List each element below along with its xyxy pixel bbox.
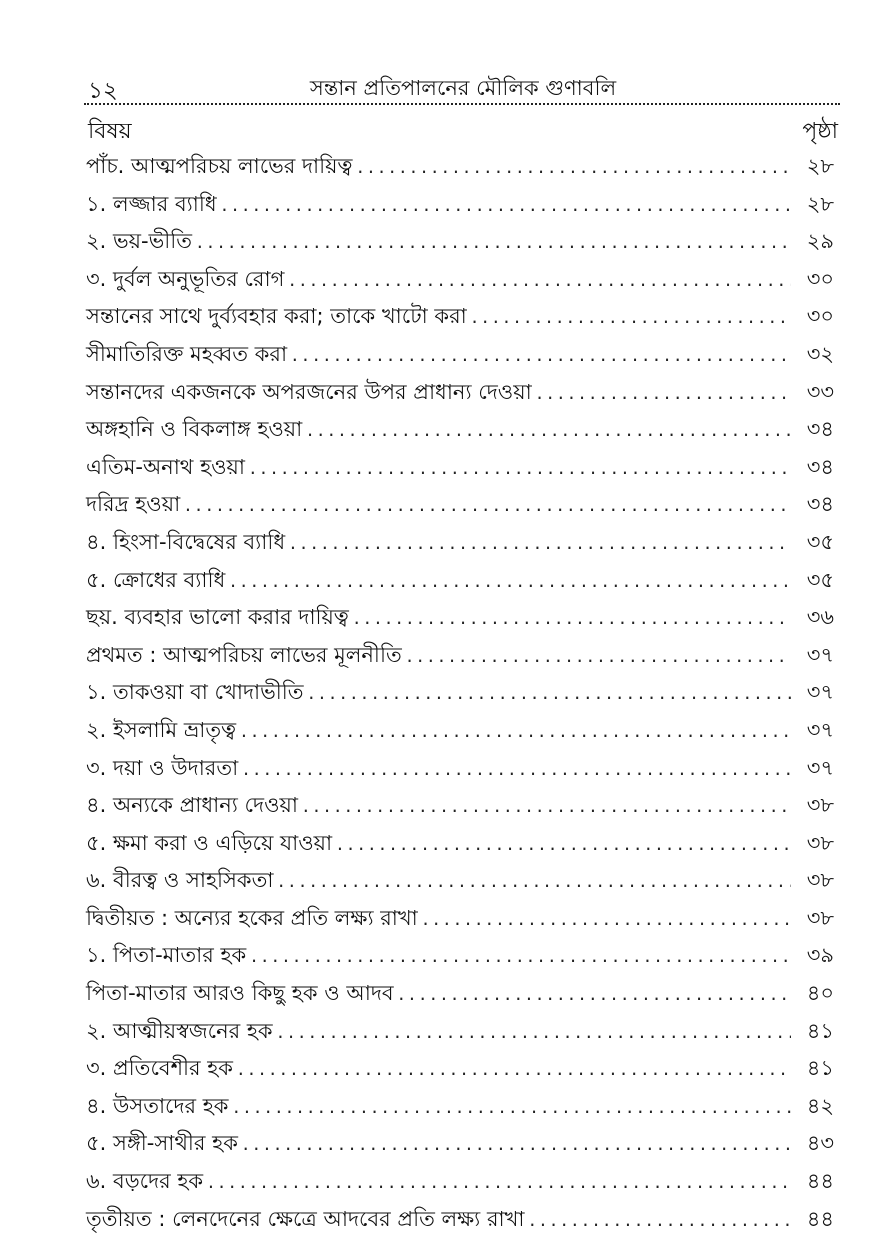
dot-leader (248, 450, 791, 488)
toc-entry-page: ৩০ (806, 266, 834, 291)
toc-entry (86, 937, 834, 975)
toc-entry-title: তৃতীয়ত : লেনদেনের ক্ষেত্রে আদবের প্রতি লক্ষ্য রাখা (86, 1206, 525, 1231)
toc-entry (86, 148, 834, 186)
dot-leader (405, 638, 791, 676)
dot-leader (290, 337, 791, 375)
toc-entry-page: ৪৪ (806, 1169, 834, 1194)
toc-entry-title: দরিদ্র হওয়া (86, 492, 181, 517)
dot-leader (206, 1164, 791, 1202)
toc-entry (86, 1163, 834, 1201)
toc-entry (86, 825, 834, 863)
toc-entry-page: ৩২ (806, 341, 834, 366)
toc-entry-title: দ্বিতীয়ত : অন্যের হকের প্রতি লক্ষ্য রাখা (86, 905, 418, 930)
toc-entry (86, 223, 834, 261)
header-dotted-rule (84, 103, 840, 105)
toc-entry (86, 374, 834, 412)
toc-entry-page: ৩৫ (806, 567, 834, 592)
toc-entry-page: ৪৩ (806, 1131, 834, 1156)
toc-entry-page: ২৯ (806, 229, 834, 254)
toc-entry-title: ২. ইসলামি ভ্রাতৃত্ব (86, 717, 237, 742)
dot-leader (239, 713, 791, 751)
toc-entry-page: ৪১ (806, 1018, 834, 1043)
table-of-contents (86, 148, 834, 1238)
page-number: ১২ (88, 78, 118, 104)
toc-entry-page: ৩৪ (806, 417, 834, 442)
toc-column-headers (86, 110, 838, 148)
toc-entry (86, 674, 834, 712)
dot-leader (301, 788, 791, 826)
toc-entry (86, 411, 834, 449)
dot-leader (231, 1089, 791, 1127)
toc-entry-title: ১. পিতা-মাতার হক (86, 943, 247, 968)
toc-entry-title: ৬. বীরত্ব ও সাহসিকতা (86, 868, 274, 893)
dot-leader (241, 1126, 791, 1164)
dot-leader (228, 563, 791, 601)
dot-leader (195, 224, 791, 262)
toc-entry-title: সন্তানদের একজনকে অপরজনের উপর প্রাধান্য দেওয়া (86, 379, 532, 404)
toc-entry-title: ২. ভয়-ভীতি (86, 229, 193, 254)
toc-entry-page: ৩৪ (806, 454, 834, 479)
dot-leader (276, 863, 791, 901)
toc-entry-page: ৩৮ (806, 905, 834, 930)
running-header (86, 66, 840, 102)
dot-leader (288, 525, 791, 563)
toc-entry (86, 1125, 834, 1163)
dot-leader (397, 976, 791, 1014)
dot-leader (527, 1202, 791, 1240)
toc-entry-page: ৩৯ (806, 943, 834, 968)
dot-leader (535, 375, 791, 413)
toc-entry-title: ৩. প্রতিবেশীর হক (86, 1056, 233, 1081)
toc-entry (86, 1013, 834, 1051)
toc-entry-title: ৪. উসতাদের হক (86, 1093, 229, 1118)
dot-leader (352, 600, 791, 638)
toc-entry-page: ৪৪ (806, 1206, 834, 1231)
dot-leader (470, 299, 791, 337)
toc-entry (86, 750, 834, 788)
toc-entry-page: ৩৮ (806, 793, 834, 818)
dot-leader (335, 826, 791, 864)
toc-entry-page: ৩৫ (806, 529, 834, 554)
dot-leader (236, 1051, 791, 1089)
toc-entry (86, 975, 834, 1013)
toc-entry-title: ৪. অন্যকে প্রাধান্য দেওয়া (86, 793, 298, 818)
toc-entry-title: অঙ্গহানি ও বিকলাঙ্গ হওয়া (86, 417, 303, 442)
toc-entry-page: ২৮ (806, 191, 834, 216)
toc-entry (86, 449, 834, 487)
toc-entry-page: ৩৮ (806, 868, 834, 893)
toc-entry-page: ৪০ (806, 981, 834, 1006)
toc-entry (86, 486, 834, 524)
toc-entry-page: ৩৩ (806, 379, 834, 404)
toc-entry-title: সীমাতিরিক্ত মহব্বত করা (86, 341, 288, 366)
page-column-header: পৃষ্ঠা (802, 119, 838, 144)
dot-leader (220, 187, 791, 225)
dot-leader (421, 901, 791, 939)
toc-entry-title: ৩. দুর্বল অনুভূতির রোগ (86, 266, 285, 291)
toc-entry-title: সন্তানের সাথে দুর্ব্যবহার করা; তাকে খাটো করা (86, 304, 467, 329)
dot-leader (241, 751, 791, 789)
toc-entry (86, 900, 834, 938)
toc-entry-title: পিতা-মাতার আরও কিছু হক ও আদব (86, 981, 394, 1006)
toc-entry-title: ২. আত্মীয়স্বজনের হক (86, 1018, 273, 1043)
toc-entry-title: ৪. হিংসা-বিদ্বেষের ব্যাধি (86, 529, 286, 554)
toc-entry-title: প্রথমত : আত্মপরিচয় লাভের মূলনীতি (86, 642, 402, 667)
toc-entry (86, 336, 834, 374)
topic-column-header: বিষয় (88, 119, 132, 144)
toc-entry (86, 599, 834, 637)
toc-entry-title: ৫. ক্রোধের ব্যাধি (86, 567, 226, 592)
toc-entry-page: ২৮ (806, 154, 834, 178)
toc-entry-title: এতিম-অনাথ হওয়া (86, 454, 246, 479)
toc-entry-title: ছয়. ব্যবহার ভালো করার দায়িত্ব (86, 605, 349, 630)
toc-entry-page: ৩৭ (806, 680, 834, 705)
dot-leader (355, 149, 791, 187)
toc-entry-page: ৩৬ (806, 605, 834, 630)
toc-entry-title: ১. লজ্জার ব্যাধি (86, 191, 217, 216)
toc-entry-title: ৫. ক্ষমা করা ও এড়িয়ে যাওয়া (86, 830, 333, 855)
toc-entry (86, 562, 834, 600)
toc-entry (86, 1050, 834, 1088)
dot-leader (287, 262, 791, 300)
toc-entry (86, 1201, 834, 1239)
toc-entry-title: ১. তাকওয়া বা খোদাভীতি (86, 680, 304, 705)
dot-leader (249, 938, 791, 976)
dot-leader (276, 1014, 791, 1052)
toc-entry-page: ৩৭ (806, 755, 834, 780)
toc-entry (86, 261, 834, 299)
toc-entry-page: ৪১ (806, 1056, 834, 1081)
book-title: সন্তান প্রতিপালনের মৌলিক গুণাবলি (309, 76, 617, 100)
toc-entry (86, 787, 834, 825)
toc-entry-page: ৩৭ (806, 717, 834, 742)
dot-leader (183, 487, 791, 525)
toc-entry (86, 862, 834, 900)
toc-entry-page: ৩৭ (806, 642, 834, 667)
dot-leader (307, 675, 791, 713)
toc-entry-title: পাঁচ. আত্মপরিচয় লাভের দায়িত্ব (86, 154, 353, 178)
toc-entry (86, 712, 834, 750)
toc-entry-title: ৫. সঙ্গী-সাথীর হক (86, 1131, 238, 1156)
toc-entry-page: ৩৮ (806, 830, 834, 855)
toc-entry-page: ৩০ (806, 304, 834, 329)
toc-entry (86, 524, 834, 562)
toc-entry (86, 637, 834, 675)
dot-leader (305, 412, 791, 450)
toc-entry-title: ৩. দয়া ও উদারতা (86, 755, 239, 780)
toc-entry (86, 298, 834, 336)
toc-entry (86, 1088, 834, 1126)
toc-entry-title: ৬. বড়দের হক (86, 1169, 204, 1194)
toc-entry (86, 186, 834, 224)
toc-entry-page: ৩৪ (806, 492, 834, 517)
toc-entry-page: ৪২ (806, 1093, 834, 1118)
